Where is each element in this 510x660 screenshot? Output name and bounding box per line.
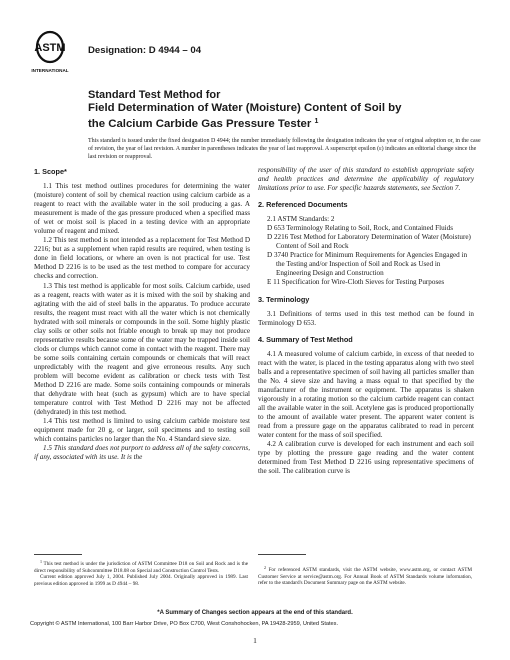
reference-item: D 2216 Test Method for Laboratory Determination of Water (Moisture) Content of Soil and Rock bbox=[267, 233, 471, 251]
paragraph-1-5-continued: responsibility of the user of this standard to establish appropriate safety and health practices and determine the applicability of regulatory limitations prior to use. For specific hazards statements, see Section 7. bbox=[258, 166, 474, 193]
paragraph-4-1: 4.1 A measured volume of calcium carbide, in excess of that needed to react with the water, is placed in the testing apparatus along with two steel balls and a representative specimen of soil having all particles smaller than the No. 4 sieve size and having a mass equal to that specified by the manufacturer of the instrument or equipment. The apparatus is shaken vigorously in a rotating motion so the calcium carbide reagent can contact all the available water in the soil. Acetylene gas is produced proportionally to the amount of available water present. The apparent water content is read from a pressure gage on the apparatus calibrated to read in percent water content for the mass of soil specified. bbox=[258, 349, 474, 440]
reference-item: E 11 Specification for Wire-Cloth Sieves for Testing Purposes bbox=[267, 278, 445, 287]
footnote-2 bbox=[258, 565, 472, 587]
paragraph-1-1: 1.1 This test method outlines procedures for determining the water (moisture) content of soil by chemical reaction using calcium carbide as a reagent to react with the available water in the soil producing a gas. A measurement is made of the gas pressure produced when a specified mass of wet or moist soil is placed in a testing device with an appropriate volume of reagent and mixed. bbox=[34, 182, 250, 236]
footnote-2-text: For referenced ASTM standards, visit the ASTM website, www.astm.org, or contact ASTM Customer Service at service@astm.org. For Annual Book of ASTM Standards volume information, refer to the standard's Document Summary page on the ASTM website. bbox=[258, 567, 472, 587]
section-heading-terminology: 3. Terminology bbox=[258, 294, 310, 304]
paragraph-1-4: 1.4 This test method is limited to using calcium carbide moisture test equipment made for 20 g, or larger, soil specimens and to testing soil which contains particles no larger than the No. 4 Standard sieve size. bbox=[34, 417, 250, 444]
paragraph-1-2: 1.2 This test method is not intended as a replacement for Test Method D 2216; but as a supplement when rapid results are required, when testing is done in field locations, or where an oven is not practical for use. Test Method D 2216 is to be used as the test method to compare for accuracy checks and correction. bbox=[34, 236, 250, 281]
title-line-2: Field Determination of Water (Moisture) Content of Soil by bbox=[88, 102, 402, 114]
footnote-1-text-a: This test method is under the jurisdiction of ASTM Committee D18 on Soil and Rock and is the direct responsibility of Subcommittee D18.08 on Special and Construction Control Tests. bbox=[34, 561, 249, 574]
summary-of-changes-note: *A Summary of Changes section appears at the end of this standard. bbox=[157, 610, 353, 616]
section-heading-referenced-documents: 2. Referenced Documents bbox=[258, 200, 348, 210]
paragraph-2-1: 2.1 ASTM Standards: 2 bbox=[267, 215, 335, 224]
issuance-note: This standard is issued under the fixed designation D 4944; the number immediately following the designation indicates the year of original adoption or, in the case of revision, the year of last revision. A number in parentheses indicates the year of last reapproval. A superscript epsilon (ε) indicates an editorial change since the last revision or reapproval. bbox=[88, 138, 481, 160]
svg-text:ASTM: ASTM bbox=[34, 42, 66, 54]
logo-text: INTERNATIONAL bbox=[31, 68, 69, 73]
page-number: 1 bbox=[253, 636, 257, 645]
section-heading-summary: 4. Summary of Test Method bbox=[258, 334, 353, 344]
left-column bbox=[34, 167, 250, 462]
footnote-rule-left bbox=[34, 554, 82, 555]
right-column bbox=[258, 166, 474, 476]
copyright: Copyright © ASTM International, 100 Barr Harbor Drive, PO Box C700, West Conshohocken, PA 19428-2959, United States. bbox=[30, 621, 338, 627]
paragraph-3-1: 3.1 Definitions of terms used in this test method can be found in Terminology D 653. bbox=[258, 309, 474, 327]
title-block bbox=[88, 89, 488, 131]
title-footnote-mark: 1 bbox=[314, 118, 319, 125]
astm-logo bbox=[30, 28, 70, 76]
designation: Designation: D 4944 – 04 bbox=[88, 45, 202, 56]
paragraph-4-2: 4.2 A calibration curve is developed for each instrument and each soil type by plotting the pressure gage reading and the water content determined from Test Method D 2216 using representative specimens of the soil. The calibration curve is bbox=[258, 440, 474, 476]
footnote-1 bbox=[34, 559, 248, 587]
reference-item: D 3740 Practice for Minimum Requirements for Agencies Engaged in the Testing and/or Inspection of Soil and Rock as Used in Engineering Design and Construction bbox=[267, 251, 468, 278]
section-heading-scope: 1. Scope* bbox=[34, 167, 67, 176]
title-line-1: Standard Test Method for bbox=[88, 89, 221, 101]
footnote-2-mark: 2 bbox=[264, 565, 266, 570]
paragraph-1-5: 1.5 This standard does not purport to address all of the safety concerns, if any, associated with its use. It is the bbox=[34, 444, 250, 462]
footnote-1-text-b: Current edition approved July 1, 2004. Published July 2004. Originally approved in 1989. Last previous edition approved in 1999 as D 4944 – 98. bbox=[34, 574, 248, 587]
footnote-rule-right bbox=[258, 554, 306, 555]
title-line-3: the Calcium Carbide Gas Pressure Tester bbox=[88, 118, 312, 130]
reference-item: D 653 Terminology Relating to Soil, Rock, and Contained Fluids bbox=[267, 224, 454, 233]
paragraph-1-3: 1.3 This test method is applicable for most soils. Calcium carbide, used as a reagent, reacts with water as it is mixed with the soil by shaking and agitating with the aid of steel balls in the apparatus. To produce accurate results, the reagent must react with all the water which is not chemically hydrated with soil minerals or compounds in the soil. Some highly plastic clay soils or other soils not friable enough to break up may not produce representative results because some of the water may be trapped inside soil clods or clumps which cannot come in contact with the reagent. There may be some soils containing certain compounds or chemicals that will react unpredictably with the reagent and give erroneous results. Any such problem will become evident as calibration or check tests with Test Method D 2216 are made. Some soils containing compounds or minerals that dehydrate with heat (such as gypsum) which are to have special temperature control with Test Method D 2216 may not be affected (dehydrated) in this test method. bbox=[34, 281, 250, 417]
footnote-1-mark: 1 bbox=[40, 559, 42, 564]
